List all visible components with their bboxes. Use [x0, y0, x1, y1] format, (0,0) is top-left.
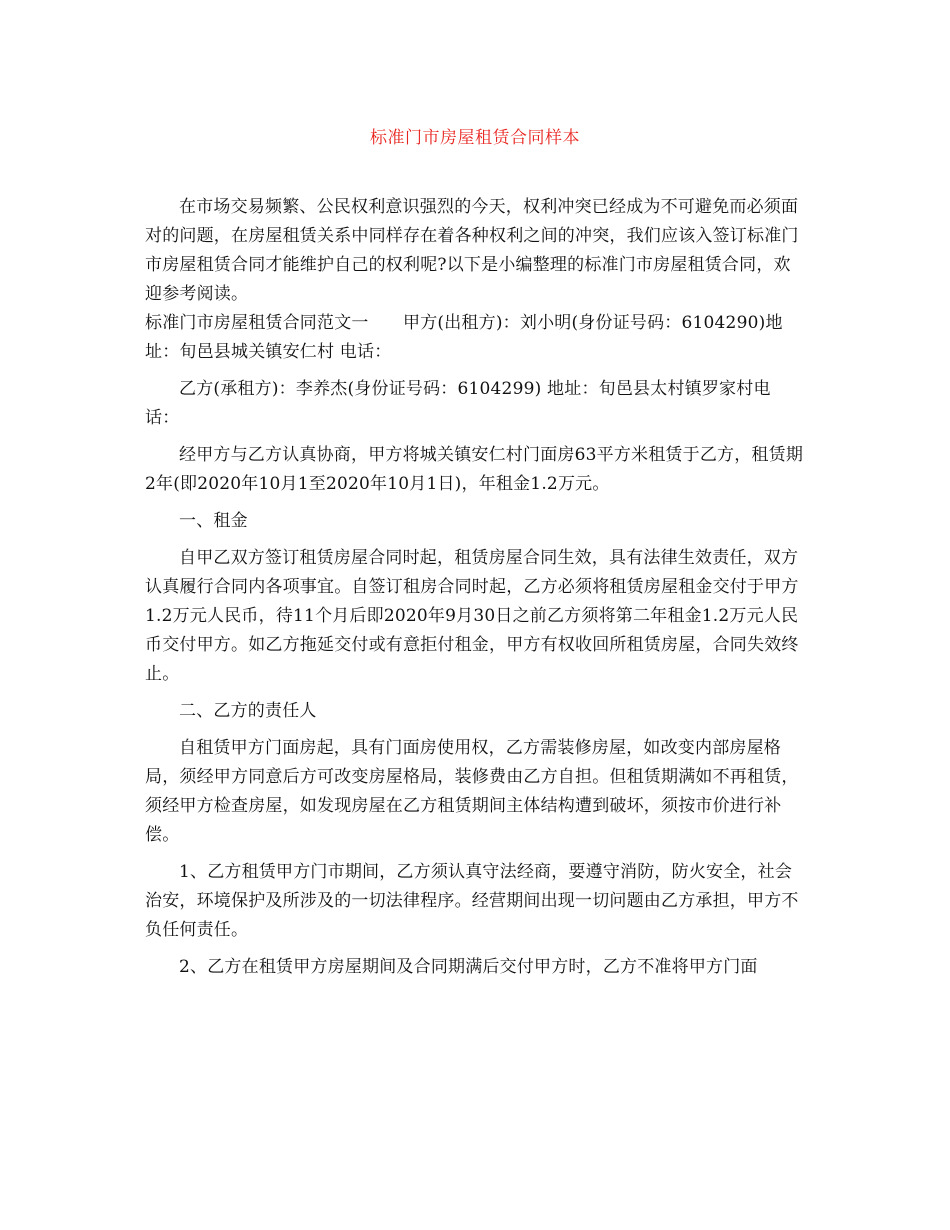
party-b-paragraph: 乙方(承租方)：李养杰(身份证号码：6104299) 地址：旬邑县太村镇罗家村电话： — [145, 379, 771, 428]
clause-2-paragraph: 2、乙方在租赁甲方房屋期间及合同期满后交付甲方时，乙方不准将甲方门面 — [179, 957, 758, 977]
section-heading-rent: 一、租金 — [179, 511, 248, 531]
section-heading-responsibility: 二、乙方的责任人 — [179, 701, 317, 721]
intro-paragraph: 在市场交易频繁、公民权利意识强烈的今天，权利冲突已经成为不可避免而必须面对的问题，在房屋租赁关系中同样存在着各种权利之间的冲突，我们应该入签订标准门市房屋租赁合同才能维护自己的权利呢?以下是小编整理的标准门市房屋租赁合同，欢迎参考阅读。 — [145, 197, 799, 304]
responsibility-paragraph: 自租赁甲方门面房起，具有门面房使用权，乙方需装修房屋，如改变内部房屋格局，须经甲方同意后方可改变房屋格局，装修费由乙方自担。但租赁期满如不再租赁，须经甲方检查房屋，如发现房屋在乙方租赁期间主体结构遭到破坏，须按市价进行补偿。 — [145, 738, 799, 845]
lease-terms-paragraph: 经甲方与乙方认真协商，甲方将城关镇安仁村门面房63平方米租赁于乙方，租赁期2年(即2020年10月1至2020年10月1日)，年租金1.2万元。 — [145, 445, 804, 494]
document-title: 标准门市房屋租赁合同样本 — [370, 128, 580, 148]
rent-paragraph: 自甲乙双方签订租赁房屋合同时起，租赁房屋合同生效，具有法律生效责任，双方认真履行合同内各项事宜。自签订租房合同时起，乙方必须将租赁房屋租金交付于甲方1.2万元人民币，待11个月后即2020年9月30日之前乙方须将第二年租金1.2万元人民币交付甲方。如乙方拖延交付或有意拒付租金，甲方有权收回所租赁房屋，合同失效终止。 — [145, 548, 799, 684]
party-a-paragraph: 标准门市房屋租赁合同范文一 甲方(出租方)：刘小明(身份证号码：6104290)地址：旬邑县城关镇安仁村 电话： — [145, 313, 783, 362]
document-body — [145, 193, 805, 982]
clause-1-paragraph: 1、乙方租赁甲方门市期间，乙方须认真守法经商，要遵守消防，防火安全，社会治安，环境保护及所涉及的一切法律程序。经营期间出现一切问题由乙方承担，甲方不负任何责任。 — [145, 862, 799, 940]
